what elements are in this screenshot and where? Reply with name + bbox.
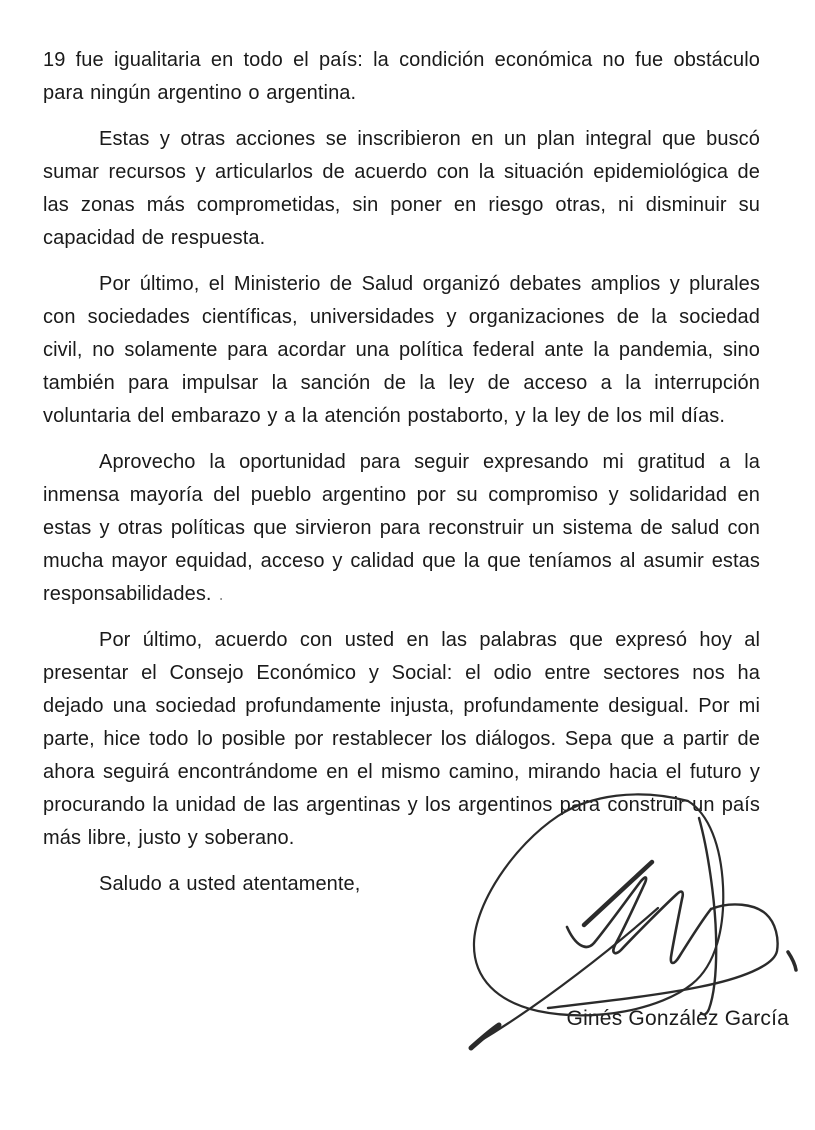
signature-name: Ginés González García (566, 1007, 789, 1030)
paragraph-unity-closing: Por último, acuerdo con usted en las palabras que expresó hoy al presentar el Consejo Económico y Social: el odio entre sectores nos ha dejado una sociedad profundamente injusta, profundamente desigual. Por mi parte, hice todo lo posible por restablecer los diálogos. Sepa que a partir de ahora seguirá encontrándome en el mismo camino, mirando hacia el futuro y procurando la unidad de las argentinas y los argentinos para construir un país más libre, justo y soberano. (43, 629, 760, 849)
stray-scan-dot: . (218, 584, 224, 604)
paragraph-integral-plan: Estas y otras acciones se inscribieron en un plan integral que buscó sumar recursos y articularlos de acuerdo con la situación epidemiológica de las zonas más comprometidas, sin poner en riesgo otras, ni disminuir su capacidad de respuesta. (43, 128, 760, 249)
paragraph-gratitude-text: Aprovecho la oportunidad para seguir expresando mi gratitud a la inmensa mayoría del pueblo argentino por su compromiso y solidaridad en estas y otras políticas que sirvieron para reconstruir un sistema de salud con mucha mayor equidad, acceso y calidad que la que teníamos al asumir estas responsabilidades. (43, 451, 760, 605)
paragraph-gratitude (43, 446, 760, 611)
paragraph-health-ministry-debates: Por último, el Ministerio de Salud organizó debates amplios y plurales con sociedades científicas, universidades y organizaciones de la sociedad civil, no solamente para acordar una política federal ante la pandemia, sino también para impulsar la sanción de la ley de acceso a la interrupción voluntaria del embarazo y a la atención postaborto, y la ley de los mil días. (43, 273, 760, 427)
closing-salutation: Saludo a usted atentamente, (99, 873, 361, 895)
paragraph-covid-equality: 19 fue igualitaria en todo el país: la condición económica no fue obstáculo para ningún argentino o argentina. (43, 49, 760, 104)
letter-body (43, 44, 760, 914)
